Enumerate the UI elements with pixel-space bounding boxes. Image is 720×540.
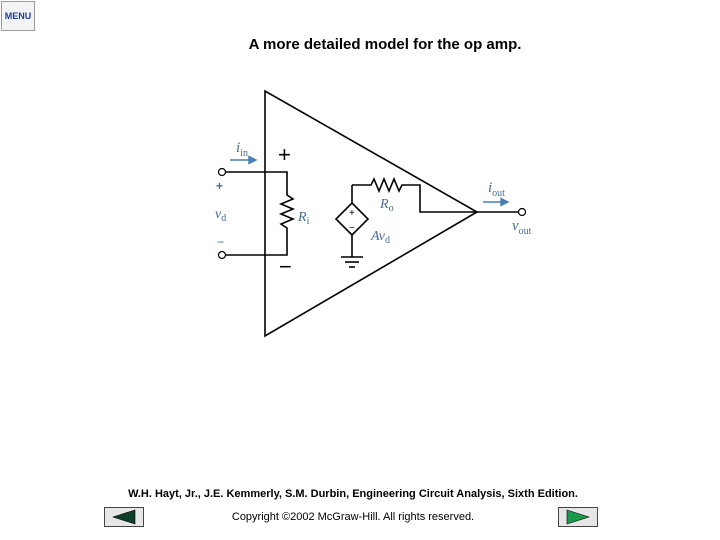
minus-terminal-label: −: [279, 254, 292, 279]
output-terminal: [519, 209, 526, 216]
v-d-label: $v_d$: [215, 207, 227, 224]
a-v-d-label: $Av_d$: [371, 229, 390, 246]
minus-input-terminal: [219, 252, 226, 259]
output-resistor-ro: [352, 179, 477, 212]
plus-input-terminal: [219, 169, 226, 176]
i-in-label: $i_{in}$: [236, 140, 248, 159]
slide-title: A more detailed model for the op amp.: [248, 36, 522, 53]
copyright-notice: Copyright ©2002 McGraw-Hill. All rights reserved.: [231, 511, 475, 523]
source-plus-sign: +: [349, 208, 355, 219]
r-o-label: $R_o$: [380, 197, 394, 214]
textbook-citation: W.H. Hayt, Jr., J.E. Kemmerly, S.M. Durbin, Engineering Circuit Analysis, Sixth Edition.: [128, 488, 578, 500]
previous-slide-button[interactable]: [104, 507, 144, 527]
v-out-label: $v_{out}$: [512, 218, 532, 237]
right-triangle-icon: [563, 509, 593, 525]
op-amp-triangle: [265, 91, 477, 336]
plus-terminal-label: +: [278, 142, 291, 167]
input-minus-sign: −: [217, 235, 225, 249]
input-plus-sign: +: [216, 179, 224, 193]
menu-button[interactable]: MENU: [1, 1, 35, 31]
input-resistor-ri: [265, 172, 293, 255]
r-i-label: $R_i$: [298, 210, 310, 227]
source-minus-sign: −: [349, 223, 355, 234]
next-slide-button[interactable]: [558, 507, 598, 527]
i-out-label: $i_{out}$: [488, 180, 505, 199]
left-triangle-icon: [109, 509, 139, 525]
